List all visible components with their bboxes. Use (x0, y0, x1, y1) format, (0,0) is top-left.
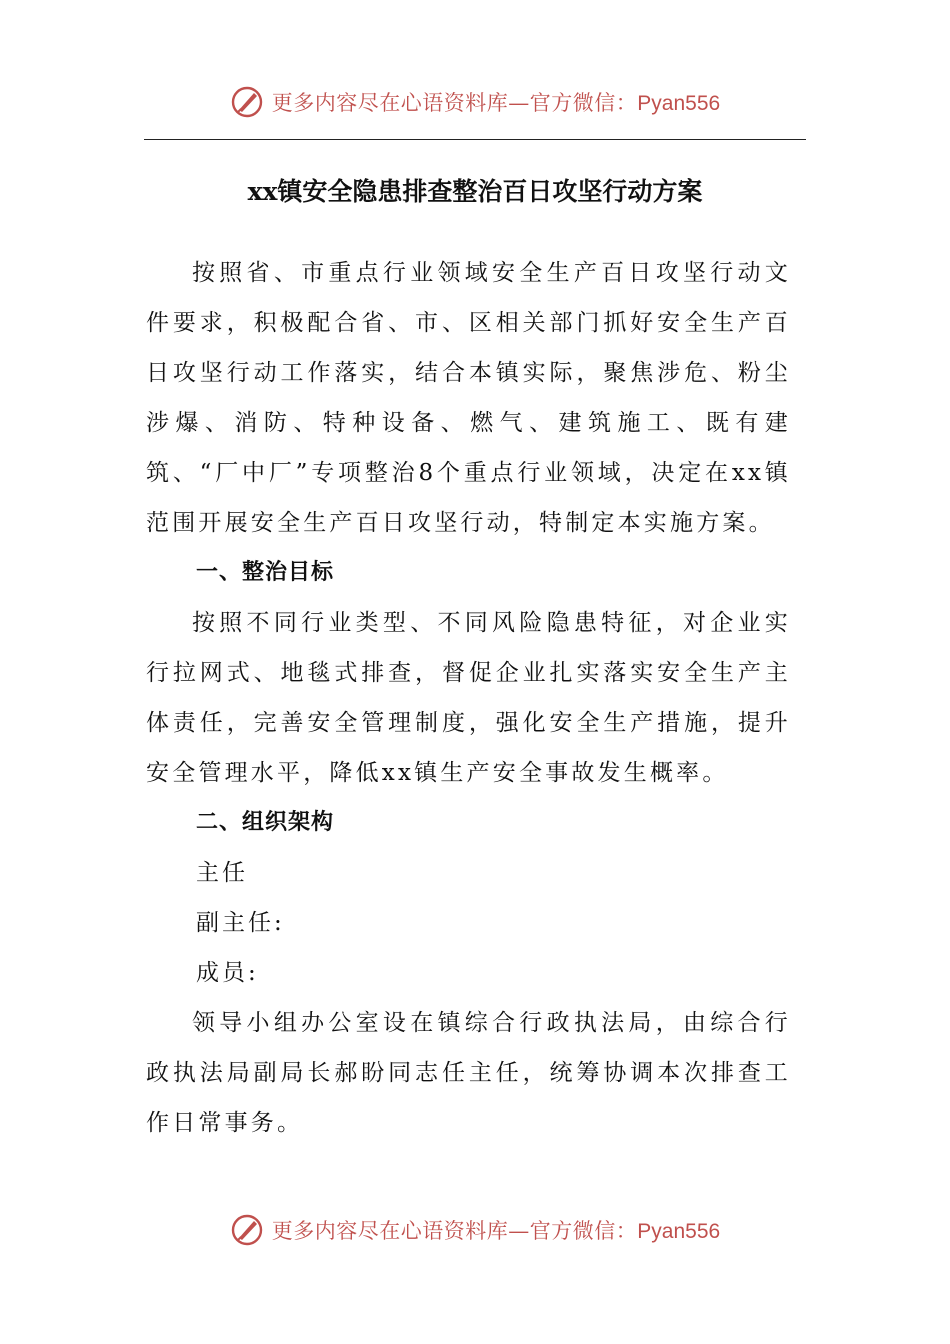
document-body (146, 248, 791, 1148)
header-watermark (0, 82, 950, 122)
wechat-id: Pyan556 (637, 92, 721, 115)
office-paragraph: 领导小组办公室设在镇综合行政执法局，由综合行政执法局副局长郝盼同志任主任，统筹协调本次排查工作日常事务。 (146, 1010, 791, 1136)
wechat-id: Pyan556 (637, 1220, 721, 1243)
section-heading-goals: 一、整治目标 (196, 560, 335, 585)
watermark-text: 更多内容尽在心语资料库—官方微信：Pyan556 (271, 1219, 721, 1243)
section-heading-organization: 二、组织架构 (196, 810, 335, 835)
quill-seal-icon (230, 1213, 264, 1247)
deputy-director-line: 副主任: (196, 910, 285, 936)
intro-paragraph: 按照省、市重点行业领域安全生产百日攻坚行动文件要求，积极配合省、市、区相关部门抓好安全生产百日攻坚行动工作落实，结合本镇实际，聚焦涉危、粉尘涉爆、消防、特种设备、燃气、建筑施工、既有建筑、“厂中厂”专项整治8个重点行业领域，决定在xx镇范围开展安全生产百日攻坚行动，特制定本实施方案。 (146, 260, 791, 536)
watermark-text: 更多内容尽在心语资料库—官方微信：Pyan556 (271, 91, 721, 115)
members-line: 成员: (196, 960, 259, 986)
director-line: 主任 (196, 860, 248, 886)
quill-seal-icon (230, 85, 264, 119)
header-rule (144, 139, 806, 140)
document-title: xx镇安全隐患排查整治百日攻坚行动方案 (247, 177, 703, 206)
footer-watermark (0, 1210, 950, 1250)
goals-paragraph: 按照不同行业类型、不同风险隐患特征，对企业实行拉网式、地毯式排查，督促企业扎实落实安全生产主体责任，完善安全管理制度，强化安全生产措施，提升安全管理水平，降低xx镇生产安全事故发生概率。 (146, 610, 791, 786)
